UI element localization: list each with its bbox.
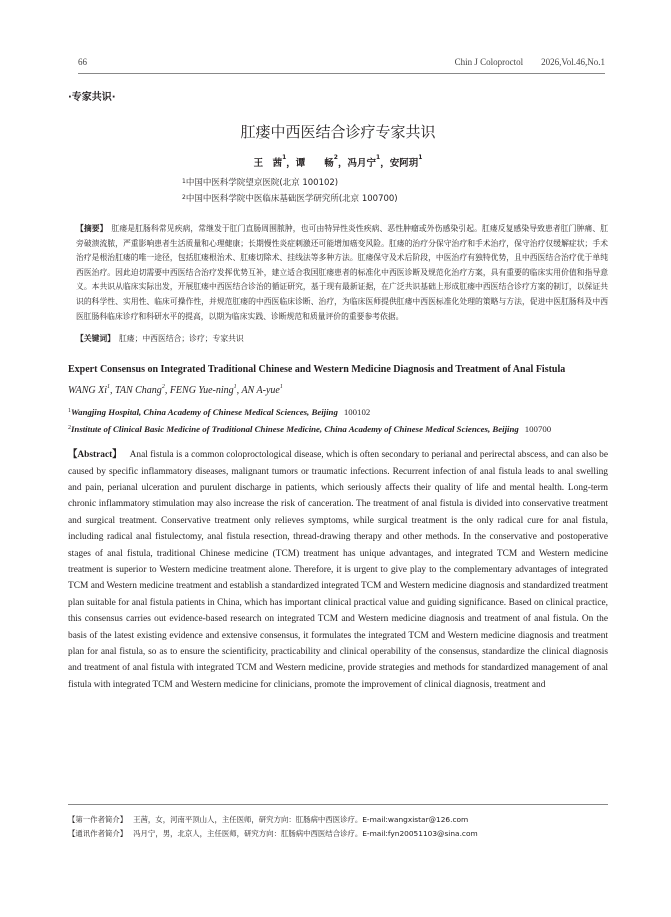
en-affiliation xyxy=(68,405,608,420)
cn-abstract-label: 【摘要】 xyxy=(76,224,108,233)
cn-keywords-label: 【关键词】 xyxy=(76,334,115,344)
journal-citation: Chin J Coloproctol 2026,Vol.46,No.1 xyxy=(454,57,605,67)
author-sup: 2 xyxy=(161,384,165,391)
author-sup: 1 xyxy=(376,154,381,161)
en-author: WANG Xi xyxy=(68,385,108,397)
affil-sup: 1 xyxy=(182,178,186,185)
cn-author: 冯月宁 xyxy=(347,158,377,169)
affil-zip: 100102 xyxy=(343,407,371,418)
cn-author: 安阿玥 xyxy=(389,158,419,169)
affil-institution: Institute of Clinical Basic Medicine of Traditional Chinese Medicine, China Academy of Chinese Medical Sciences, Beijing xyxy=(71,424,519,435)
footnote-label: 【通讯作者简介】 xyxy=(68,829,128,838)
main-column xyxy=(68,88,608,693)
footnote-text: 王茜，女，河南平顶山人，主任医师，研究方向：肛肠病中西医诊疗。E-mail:wangxistar@126.com xyxy=(133,815,469,824)
footnote-first-author xyxy=(68,813,608,827)
author-sup: 1 xyxy=(279,384,283,391)
affil-text: 中国中医科学院望京医院(北京 100102) xyxy=(185,178,339,188)
affil-text: 中国中医科学院中医临床基础医学研究所(北京 100700) xyxy=(185,194,398,204)
affil-sup: 2 xyxy=(182,194,186,201)
affil-zip: 100700 xyxy=(524,424,552,435)
cn-affiliation xyxy=(182,175,608,191)
affil-sup: 1 xyxy=(68,408,71,415)
cn-abstract-text: 肛瘘是肛肠科常见疾病，常继发于肛门直肠周围脓肿，也可由特异性炎性疾病、恶性肿瘤或外伤感染引起。肛瘘反复感染导致患者肛门肿痛、肛旁破溃流脓，严重影响患者生活质量和心理健康；长期慢性炎症刺激还可能增加癌变风险。肛瘘的治疗分保守治疗和手术治疗，保守治疗仅缓解症状；手术治疗是根治肛瘘的唯一途径，包括肛瘘根治术、肛瘘切除术、挂线法等多种方法。肛瘘保守及术后阶段，中医治疗有独特优势，且中西医结合治疗优于单纯西医治疗。因此迫切需要中西医结合治疗发挥优势互补，建立适合我国肛瘘患者的标准化中西医诊断及规范化治疗方案，具有重要的临床实用价值和指导意义。本共识从临床实际出发，开展肛瘘中西医结合诊治的循证研究，基于现有最新证据，在广泛共识基础上形成肛瘘中西医结合诊疗方案的制订，以保证共识的科学性、实用性、临床可操作性，并规范肛瘘的中西医临床诊断、治疗，为临床医师提供肛瘘中西医标准化处理的策略与方法，促进中医肛肠科及中西医肛肠科临床诊疗和科研水平的提高，以期为临床实践、诊断规范和质量评价的重要参考依据。 xyxy=(76,224,608,321)
cn-author: 王 茜 xyxy=(253,158,283,169)
footnotes xyxy=(68,804,608,841)
en-abstract-text: Anal fistula is a common coloproctological disease, which is often secondary to perianal and perirectal abscess, and can also be caused by specific inflammatory diseases, malignant tumors or traumatic infections. Recurrent infection of anal fistula leads to anal swelling and pain, perianal ulceration and purulent discharge in patients, which seriously affects their quality of life and mental health. Long-term chronic inflammatory stimulation may also increase the risk of canceration. The treatment of anal fistula is divided into conservative treatment and surgical treatment. Conservative treatment only relieves symptoms, while surgical treatment is the only radical cure for anal fistula, including radical anal fistulectomy, anal fistula resection, thread-drawing therapy and other methods. In the conservative and postoperative stages of anal fistula, traditional Chinese medicine (TCM) treatment has unique advantages, and integrated TCM and Western medicine treatment is superior to Western medicine treatment alone. Therefore, it is urgent to give play to the complementary advantages of integrated TCM and Western medicine treatment and establish a standardized integrated TCM and Western medicine diagnosis and standardized treatment plan suitable for anal fistula patients in China, which has important clinical practical value and guiding significance. Based on clinical practice, this consensus carries out evidence-based research on integrated TCM and Western medicine diagnosis and treatment of anal fistula. On the basis of the latest existing evidence and extensive consensus, it formulates the integrated TCM and Western medicine diagnosis and treatment plan for anal fistula, so as to ensure the scientificity, practicability and clinical operability of the consensus, standardize the clinical diagnosis and treatment of anal fistula with integrated TCM and Western medicine, provide strategies and methods for standardized management of anal fistula with integrated TCM and Western medicine for clinicians, promote the improvement of clinical diagnosis, treatment and xyxy=(68,450,608,690)
cn-keywords-text: 肛瘘；中西医结合；诊疗；专家共识 xyxy=(118,334,244,344)
en-abstract xyxy=(68,447,608,693)
en-author: TAN Chang xyxy=(115,385,162,397)
section-tag: ·专家共识· xyxy=(68,92,116,103)
en-title: Expert Consensus on Integrated Traditional Chinese and Western Medicine Diagnosis and Treatment of Anal Fistula xyxy=(68,364,566,376)
running-header xyxy=(78,57,605,74)
en-author: AN A-yue xyxy=(241,385,280,397)
cn-abstract xyxy=(68,222,608,324)
cn-author: 谭 畅 xyxy=(295,158,334,169)
author-sup: 2 xyxy=(333,154,338,161)
author-sup: 1 xyxy=(282,154,287,161)
cn-affiliation xyxy=(182,191,608,207)
footnote-text: 冯月宁，男，北京人，主任医师，研究方向：肛肠病中西医结合诊疗。E-mail:fyn20051103@sina.com xyxy=(133,829,478,838)
en-author: FENG Yue-ning xyxy=(169,385,234,397)
author-sup: 1 xyxy=(233,384,237,391)
footnote-corresponding-author xyxy=(68,827,608,841)
affil-institution: Wangjing Hospital, China Academy of Chinese Medical Sciences, Beijing xyxy=(71,407,338,418)
en-affiliation xyxy=(68,422,608,437)
affil-sup: 2 xyxy=(68,425,71,432)
cn-authors: 王 茜$^1$，谭 畅$^2$，冯月宁$^1$，安阿玥$^1$ xyxy=(253,154,423,169)
author-sup: 1 xyxy=(418,154,423,161)
author-sup: 1 xyxy=(107,384,111,391)
en-abstract-label: 【Abstract】 xyxy=(68,450,122,461)
page-number: 66 xyxy=(78,57,87,67)
cn-keywords xyxy=(68,333,608,344)
footnote-label: 【第一作者简介】 xyxy=(68,815,128,824)
en-authors: WANG Xi$^1$, TAN Chang$^2$, FENG Yue-ning$^1$, AN A-yue$^1$ xyxy=(68,384,283,397)
cn-title: 肛瘘中西医结合诊疗专家共识 xyxy=(240,123,436,141)
